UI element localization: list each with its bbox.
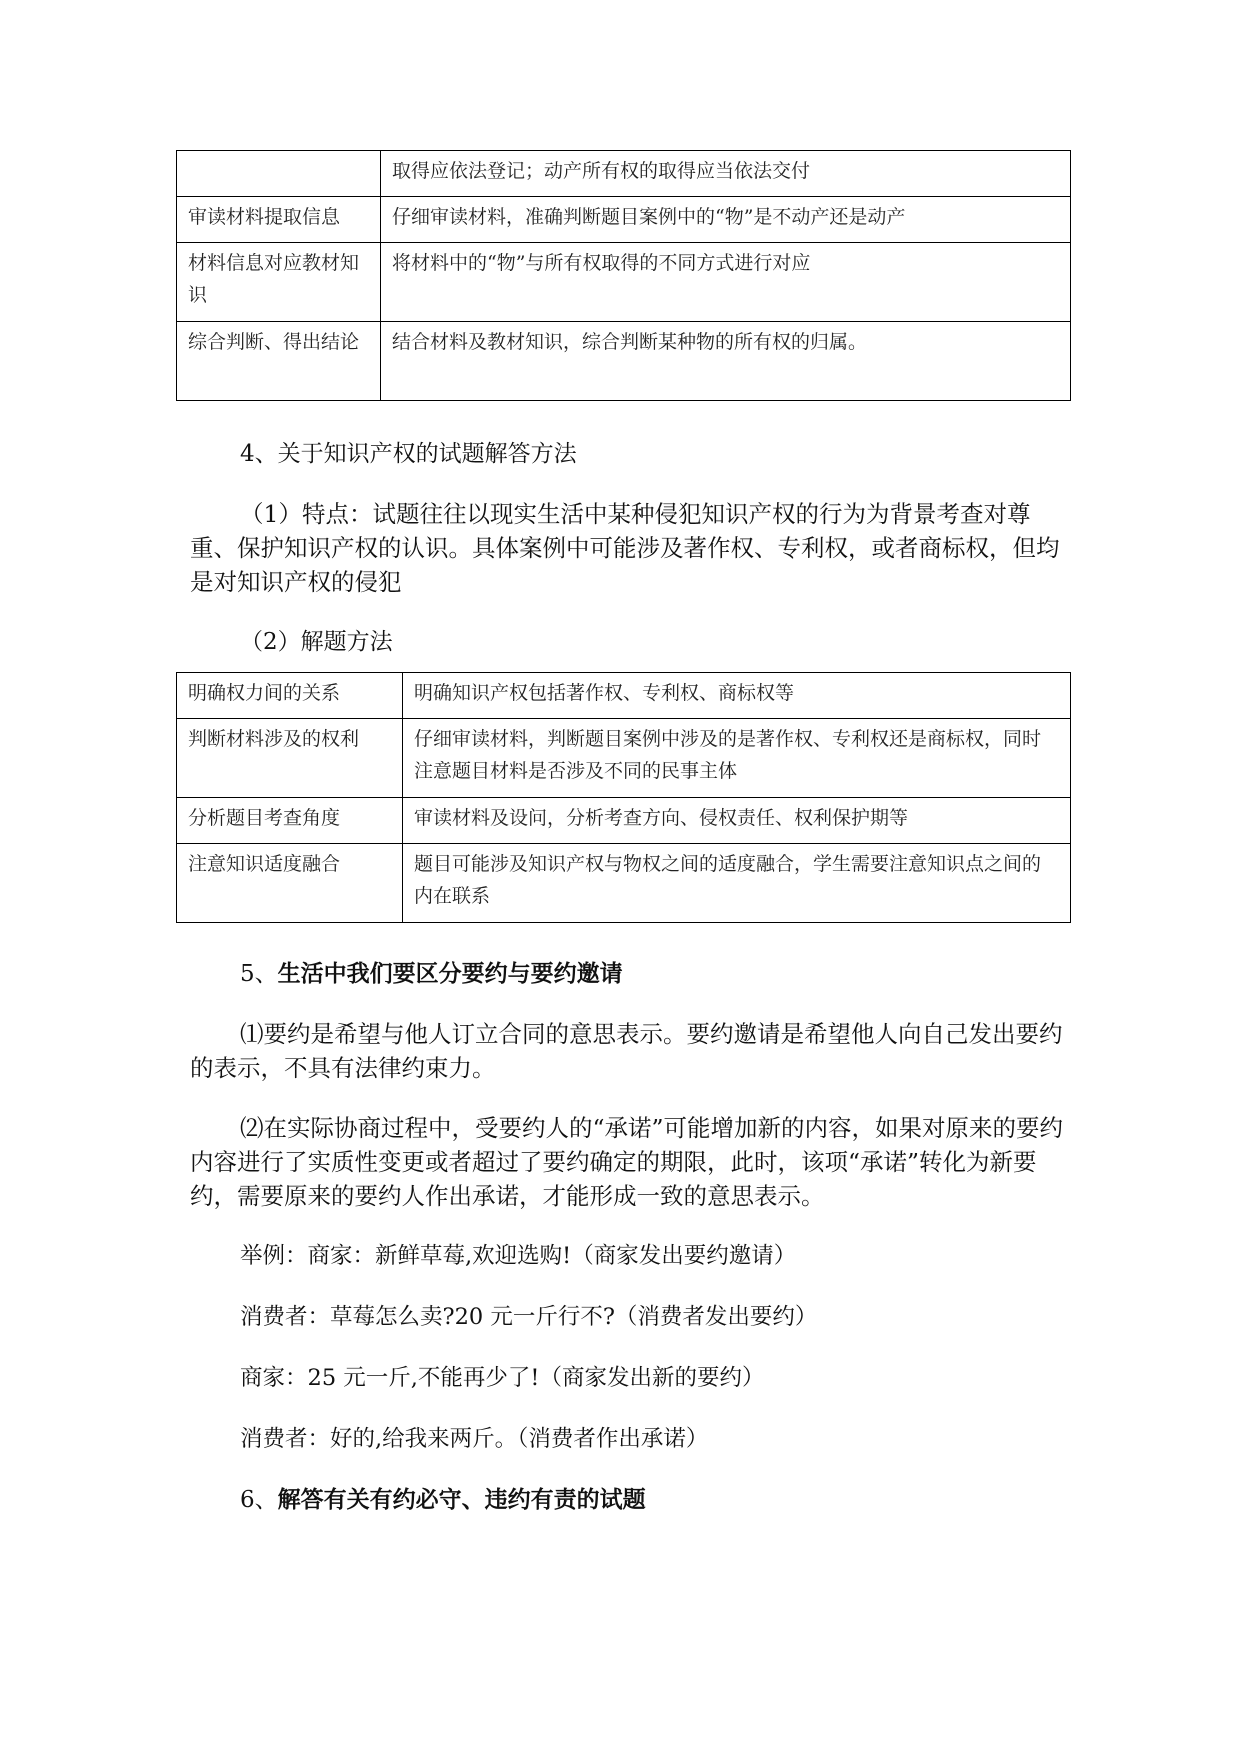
section-4-heading: 4、关于知识产权的试题解答方法	[240, 441, 577, 467]
table-row	[177, 197, 1071, 243]
table-cell-step: 明确权力间的关系	[177, 673, 403, 719]
section-4-point-2: （2）解题方法	[240, 629, 393, 655]
table-row	[177, 322, 1071, 401]
table-cell-step: 注意知识适度融合	[177, 844, 403, 923]
table-row	[177, 243, 1071, 322]
section-4-point-1: （1）特点：试题往往以现实生活中某种侵犯知识产权的行为为背景考查对尊重、保护知识产权的认识。具体案例中可能涉及著作权、专利权，或者商标权，但均是对知识产权的侵犯	[190, 500, 1060, 596]
example-line: 消费者：草莓怎么卖?20 元一斤行不?（消费者发出要约）	[240, 1304, 818, 1330]
table-cell-method: 明确知识产权包括著作权、专利权、商标权等	[403, 673, 1071, 719]
table-cell-method: 结合材料及教材知识，综合判断某种物的所有权的归属。	[381, 322, 1071, 401]
section-5-para-2: ⑵在实际协商过程中，受要约人的“承诺”可能增加新的内容，如果对原来的要约内容进行了实质性变更或者超过了要约确定的期限，此时，该项“承诺”转化为新要约，需要原来的要约人作出承诺，才能形成一致的意思表示。	[190, 1114, 1064, 1210]
table-cell-method: 仔细审读材料，准确判断题目案例中的“物”是不动产还是动产	[381, 197, 1071, 243]
table-cell-method: 将材料中的“物”与所有权取得的不同方式进行对应	[381, 243, 1071, 322]
table-cell-step	[177, 151, 381, 197]
table-row	[177, 719, 1071, 798]
table-cell-method: 审读材料及设问，分析考查方向、侵权责任、权利保护期等	[403, 798, 1071, 844]
example-line: 消费者：好的,给我来两斤。（消费者作出承诺）	[240, 1426, 709, 1452]
table-cell-step: 综合判断、得出结论	[177, 322, 381, 401]
section-6-title: 解答有关有约必守、违约有责的试题	[277, 1486, 646, 1513]
example-line: 举例：商家：新鲜草莓,欢迎选购!（商家发出要约邀请）	[240, 1243, 797, 1269]
table-cell-method: 题目可能涉及知识产权与物权之间的适度融合，学生需要注意知识点之间的内在联系	[403, 844, 1071, 923]
section-5-title: 生活中我们要区分要约与要约邀请	[277, 960, 623, 987]
table-cell-step: 分析题目考查角度	[177, 798, 403, 844]
table-cell-step: 判断材料涉及的权利	[177, 719, 403, 798]
section-6-heading	[240, 1483, 646, 1517]
table-cell-method: 取得应依法登记；动产所有权的取得应当依法交付	[381, 151, 1071, 197]
table-row	[177, 673, 1071, 719]
section-5-para-1: ⑴要约是希望与他人订立合同的意思表示。要约邀请是希望他人向自己发出要约的表示，不具有法律约束力。	[190, 1020, 1063, 1082]
table-row	[177, 151, 1071, 197]
example-line: 商家：25 元一斤,不能再少了!（商家发出新的要约）	[240, 1365, 765, 1391]
table-cell-method: 仔细审读材料，判断题目案例中涉及的是著作权、专利权还是商标权，同时注意题目材料是否涉及不同的民事主体	[403, 719, 1071, 798]
table-cell-step: 审读材料提取信息	[177, 197, 381, 243]
section-5-number: 5、	[240, 961, 278, 987]
table-cell-step: 材料信息对应教材知识	[177, 243, 381, 322]
table-row	[177, 844, 1071, 923]
section-5-heading	[240, 957, 623, 991]
section-6-number: 6、	[240, 1487, 278, 1513]
table-row	[177, 798, 1071, 844]
ownership-method-table	[176, 150, 1071, 401]
ip-method-table	[176, 672, 1071, 923]
